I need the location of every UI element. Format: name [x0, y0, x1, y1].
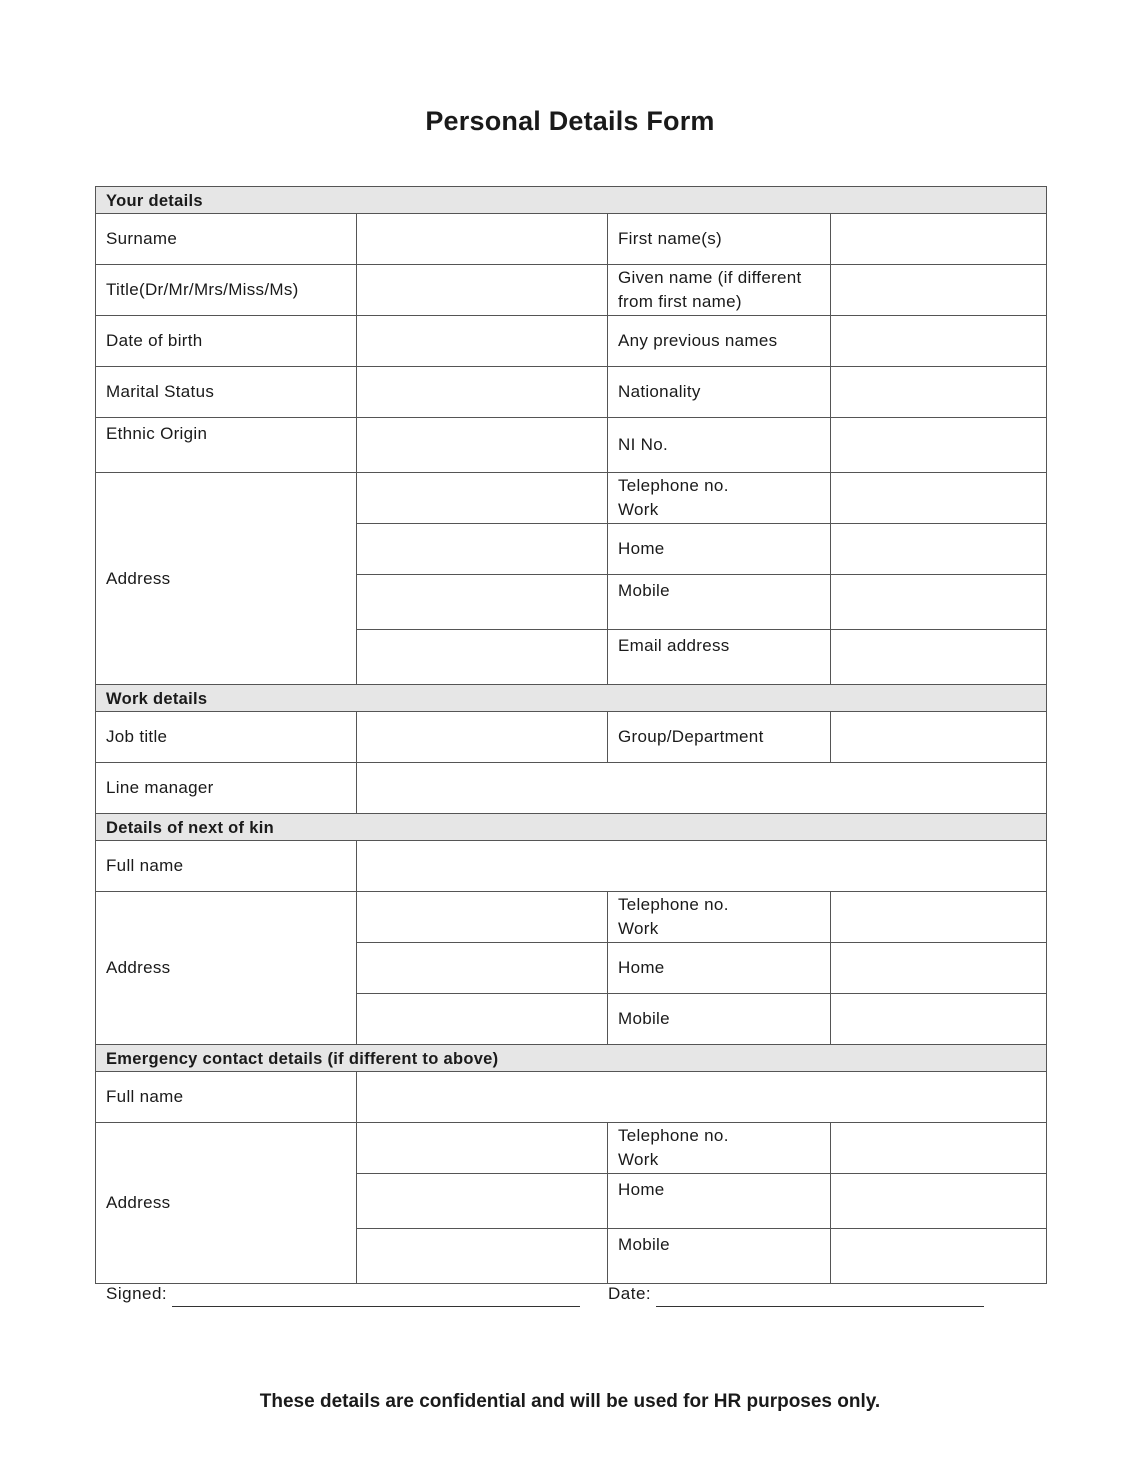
label-kin-work: Work — [618, 919, 659, 938]
label-nationality: Nationality — [608, 367, 831, 418]
label-emergency-home: Home — [608, 1174, 831, 1229]
field-kin-telephone-mobile[interactable] — [831, 994, 1047, 1045]
signature-line[interactable] — [172, 1306, 580, 1307]
label-address: Address — [96, 473, 357, 685]
label-kin-telephone: Telephone no. — [618, 895, 729, 914]
field-emergency-full-name[interactable] — [357, 1072, 1047, 1123]
field-ni-no[interactable] — [831, 418, 1047, 473]
label-emergency-full-name: Full name — [96, 1072, 357, 1123]
field-address-line-4[interactable] — [357, 630, 608, 685]
label-marital-status: Marital Status — [96, 367, 357, 418]
label-kin-mobile: Mobile — [608, 994, 831, 1045]
field-emergency-address-line-2[interactable] — [357, 1174, 608, 1229]
confidentiality-note: These details are confidential and will be used for HR purposes only. — [259, 1391, 881, 1412]
field-email[interactable] — [831, 630, 1047, 685]
field-kin-address-line-2[interactable] — [357, 943, 608, 994]
field-emergency-address-line-1[interactable] — [357, 1123, 608, 1174]
field-given-name[interactable] — [831, 265, 1047, 316]
field-date-of-birth[interactable] — [357, 316, 608, 367]
label-title: Title(Dr/Mr/Mrs/Miss/Ms) — [96, 265, 357, 316]
label-group-department: Group/Department — [608, 712, 831, 763]
label-previous-names: Any previous names — [608, 316, 831, 367]
field-marital-status[interactable] — [357, 367, 608, 418]
field-emergency-telephone-mobile[interactable] — [831, 1229, 1047, 1284]
field-group-department[interactable] — [831, 712, 1047, 763]
signed-label: Signed: — [106, 1284, 168, 1303]
field-address-line-2[interactable] — [357, 524, 608, 575]
field-telephone-work[interactable] — [831, 473, 1047, 524]
label-surname: Surname — [96, 214, 357, 265]
field-kin-telephone-work[interactable] — [831, 892, 1047, 943]
section-header-next-of-kin: Details of next of kin — [96, 814, 1047, 841]
field-title[interactable] — [357, 265, 608, 316]
label-first-names: First name(s) — [608, 214, 831, 265]
page-title: Personal Details Form — [425, 106, 715, 136]
label-job-title: Job title — [96, 712, 357, 763]
field-kin-full-name[interactable] — [357, 841, 1047, 892]
field-telephone-mobile[interactable] — [831, 575, 1047, 630]
label-kin-address: Address — [96, 892, 357, 1045]
label-kin-home: Home — [608, 943, 831, 994]
label-home: Home — [608, 524, 831, 575]
label-date-of-birth: Date of birth — [96, 316, 357, 367]
section-header-work-details: Work details — [96, 685, 1047, 712]
label-email: Email address — [608, 630, 831, 685]
label-given-name-line1: Given name (if different — [618, 268, 802, 287]
section-header-emergency: Emergency contact details (if different to above) — [96, 1045, 1047, 1072]
field-kin-telephone-home[interactable] — [831, 943, 1047, 994]
label-given-name — [608, 265, 831, 316]
label-kin-full-name: Full name — [96, 841, 357, 892]
section-header-your-details: Your details — [96, 187, 1047, 214]
label-emergency-work: Work — [618, 1150, 659, 1169]
field-address-line-3[interactable] — [357, 575, 608, 630]
label-emergency-address: Address — [96, 1123, 357, 1284]
field-previous-names[interactable] — [831, 316, 1047, 367]
field-surname[interactable] — [357, 214, 608, 265]
date-line[interactable] — [656, 1306, 984, 1307]
label-mobile: Mobile — [608, 575, 831, 630]
label-work: Work — [618, 500, 659, 519]
field-nationality[interactable] — [831, 367, 1047, 418]
field-emergency-address-line-3[interactable] — [357, 1229, 608, 1284]
label-ni-no: NI No. — [608, 418, 831, 473]
field-kin-address-line-3[interactable] — [357, 994, 608, 1045]
label-kin-telephone-work — [608, 892, 831, 943]
field-line-manager[interactable] — [357, 763, 1047, 814]
label-ethnic-origin: Ethnic Origin — [96, 418, 357, 473]
label-emergency-telephone-work — [608, 1123, 831, 1174]
field-job-title[interactable] — [357, 712, 608, 763]
label-telephone-work — [608, 473, 831, 524]
label-emergency-telephone: Telephone no. — [618, 1126, 729, 1145]
field-telephone-home[interactable] — [831, 524, 1047, 575]
field-emergency-telephone-work[interactable] — [831, 1123, 1047, 1174]
personal-details-table — [95, 186, 1047, 1284]
field-ethnic-origin[interactable] — [357, 418, 608, 473]
field-address-line-1[interactable] — [357, 473, 608, 524]
label-emergency-mobile: Mobile — [608, 1229, 831, 1284]
field-emergency-telephone-home[interactable] — [831, 1174, 1047, 1229]
field-first-names[interactable] — [831, 214, 1047, 265]
date-label: Date: — [608, 1284, 652, 1303]
label-given-name-line2: from first name) — [618, 292, 742, 311]
label-line-manager: Line manager — [96, 763, 357, 814]
label-telephone: Telephone no. — [618, 476, 729, 495]
field-kin-address-line-1[interactable] — [357, 892, 608, 943]
